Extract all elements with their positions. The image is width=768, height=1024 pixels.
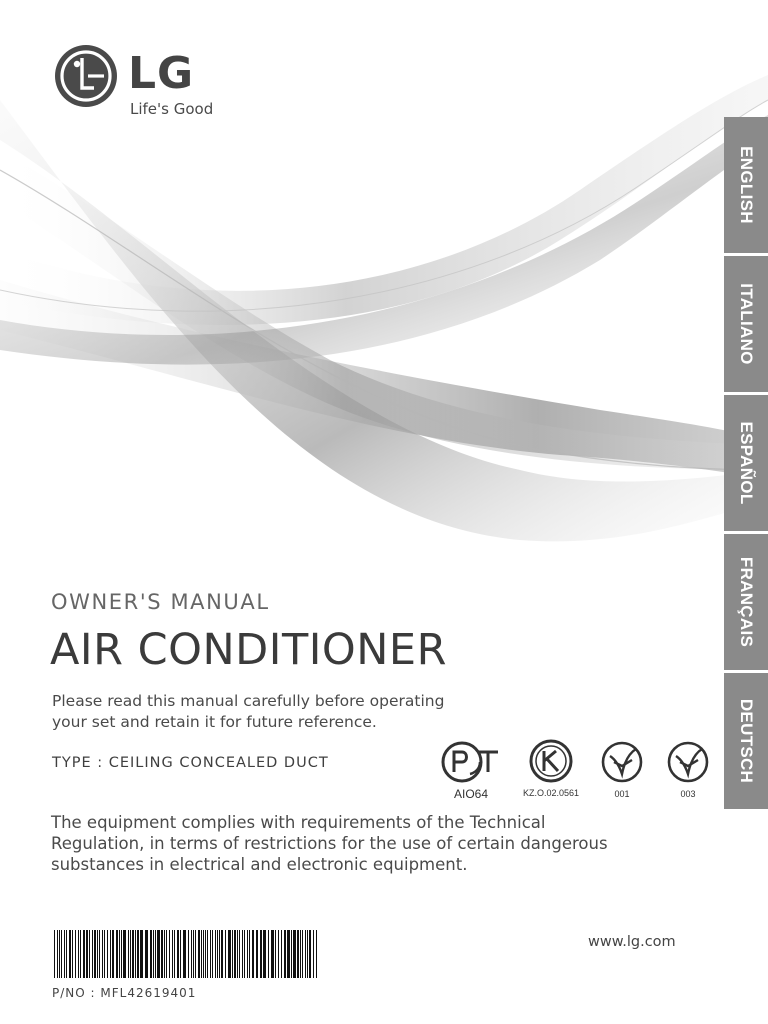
- barcode-bar: [191, 930, 192, 978]
- barcode-bar: [145, 930, 148, 978]
- barcode-bar: [97, 930, 98, 978]
- language-tab-italiano[interactable]: [724, 256, 768, 392]
- cert-code: KZ.O.02.0561: [522, 788, 580, 798]
- barcode-bar: [89, 930, 90, 978]
- barcode-bar: [247, 930, 248, 978]
- lg-logo: [54, 44, 254, 124]
- barcode-bar: [252, 930, 254, 978]
- barcode-bar: [313, 930, 314, 978]
- website-link[interactable]: www.lg.com: [588, 934, 676, 950]
- intro-line: your set and retain it for future reference.: [52, 713, 377, 731]
- barcode-bar: [239, 930, 240, 978]
- barcode-bar: [157, 930, 160, 978]
- language-tab-label: DEUTSCH: [737, 698, 756, 784]
- barcode-bar: [305, 930, 306, 978]
- barcode-bar: [172, 930, 173, 978]
- barcode-bar: [102, 930, 103, 978]
- barcode-bar: [309, 930, 311, 978]
- barcode-bar: [75, 930, 76, 978]
- barcode-bar: [153, 930, 154, 978]
- cert-ua-1: [600, 740, 644, 802]
- language-tabs: [724, 117, 768, 812]
- barcode-bar: [137, 930, 139, 978]
- barcode-bar: [293, 930, 296, 978]
- barcode-bar: [219, 930, 220, 978]
- barcode-bar: [116, 930, 118, 978]
- barcode-bar: [78, 930, 79, 978]
- barcode-bar: [169, 930, 170, 978]
- barcode-bar: [205, 930, 206, 978]
- barcode-bar: [66, 930, 67, 978]
- compliance-line: substances in electrical and electronic equipment.: [51, 855, 468, 874]
- language-tab-francais[interactable]: [724, 534, 768, 670]
- pct-mark-icon: [440, 740, 502, 784]
- barcode-bar: [232, 930, 233, 978]
- barcode-bar: [155, 930, 156, 978]
- barcode-bar: [80, 930, 81, 978]
- barcode-bar: [300, 930, 301, 978]
- barcode-bar: [135, 930, 136, 978]
- intro-line: Please read this manual carefully before operating: [52, 692, 445, 710]
- barcode-bar: [61, 930, 62, 978]
- barcode-bar: [281, 930, 282, 978]
- barcode-bar: [164, 930, 165, 978]
- language-tab-deutsch[interactable]: [724, 673, 768, 809]
- barcode-bar: [268, 930, 269, 978]
- barcode-bar: [83, 930, 85, 978]
- barcode-bar: [150, 930, 152, 978]
- barcode-bar: [107, 930, 108, 978]
- barcode-bar: [132, 930, 134, 978]
- barcode-bar: [59, 930, 60, 978]
- barcode-bar: [307, 930, 308, 978]
- lg-wordmark: LG: [128, 48, 195, 99]
- barcode-bar: [263, 930, 266, 978]
- cert-pct: [440, 740, 502, 802]
- barcode-bar: [121, 930, 122, 978]
- barcode-bar: [128, 930, 129, 978]
- cert-code: 001: [614, 789, 630, 799]
- barcode-bar: [260, 930, 262, 978]
- barcode-bar: [275, 930, 276, 978]
- language-tab-label: ENGLISH: [737, 146, 756, 224]
- barcode-bar: [244, 930, 245, 978]
- barcode-bar: [112, 930, 114, 978]
- barcode-bar: [234, 930, 236, 978]
- barcode-bar: [119, 930, 120, 978]
- barcode-bar: [225, 930, 226, 978]
- product-title: AIR CONDITIONER: [50, 625, 447, 675]
- barcode-bar: [284, 930, 286, 978]
- barcode-bar: [54, 930, 55, 978]
- language-tab-label: ESPAÑOL: [737, 421, 756, 505]
- ua-check-mark-icon: [600, 740, 644, 784]
- barcode-bar: [271, 930, 274, 978]
- barcode-bar: [57, 930, 58, 978]
- barcode-bar: [99, 930, 100, 978]
- barcode-bar: [180, 930, 181, 978]
- barcode-bar: [217, 930, 218, 978]
- manual-kicker: OWNER'S MANUAL: [51, 590, 270, 614]
- barcode-bar: [291, 930, 292, 978]
- barcode-bar: [198, 930, 200, 978]
- barcode-bar: [86, 930, 88, 978]
- language-tab-label: FRANÇAIS: [737, 556, 756, 648]
- barcode-bar: [94, 930, 96, 978]
- kz-mark-icon: [518, 738, 584, 784]
- compliance-text: [51, 812, 731, 875]
- barcode-bar: [64, 930, 65, 978]
- language-tab-espanol[interactable]: [724, 395, 768, 531]
- language-tab-label: ITALIANO: [737, 283, 756, 365]
- barcode-bar: [210, 930, 211, 978]
- barcode-bar: [203, 930, 204, 978]
- cert-code: 003: [680, 789, 696, 799]
- barcode-bar: [92, 930, 93, 978]
- barcode-bar: [201, 930, 202, 978]
- lg-face-emblem-icon: [54, 44, 118, 108]
- barcode-bar: [195, 930, 196, 978]
- barcode-bar: [278, 930, 279, 978]
- barcode-bar: [207, 930, 208, 978]
- barcode-bar: [237, 930, 238, 978]
- cert-kz: [518, 738, 584, 800]
- barcode-bar: [177, 930, 179, 978]
- barcode-bar: [287, 930, 290, 978]
- barcode-bar: [249, 930, 250, 978]
- barcode-bar: [104, 930, 105, 978]
- barcode-bar: [316, 930, 317, 978]
- intro-text: [52, 691, 552, 733]
- barcode-bar: [193, 930, 194, 978]
- compliance-line: Regulation, in terms of restrictions for the use of certain dangerous: [51, 834, 608, 853]
- barcode-bar: [297, 930, 299, 978]
- barcode-bar: [215, 930, 216, 978]
- barcode-bar: [188, 930, 189, 978]
- barcode-bar: [174, 930, 175, 978]
- language-tab-english[interactable]: [724, 117, 768, 253]
- barcode-bar: [130, 930, 131, 978]
- barcode-bar: [183, 930, 186, 978]
- cert-code: AIO64: [453, 787, 489, 801]
- barcode-bar: [166, 930, 167, 978]
- barcode-bar: [72, 930, 73, 978]
- barcode-bar: [256, 930, 258, 978]
- barcode-bar: [161, 930, 163, 978]
- cert-ua-2: [666, 740, 710, 802]
- barcode-bar: [212, 930, 213, 978]
- barcode-graphic: [52, 930, 322, 978]
- barcode-bar: [242, 930, 243, 978]
- barcode-bar: [110, 930, 111, 978]
- barcode-bar: [69, 930, 71, 978]
- barcode-bar: [221, 930, 223, 978]
- barcode-bar: [302, 930, 303, 978]
- ua-check-mark-icon: [666, 740, 710, 784]
- barcode-bar: [228, 930, 231, 978]
- part-number: P/NO : MFL42619401: [52, 986, 197, 1000]
- barcode-bar: [140, 930, 143, 978]
- compliance-line: The equipment complies with requirements of the Technical: [51, 813, 546, 832]
- barcode-bar: [123, 930, 126, 978]
- lg-tagline: Life's Good: [130, 100, 214, 118]
- unit-type: TYPE : CEILING CONCEALED DUCT: [52, 755, 329, 771]
